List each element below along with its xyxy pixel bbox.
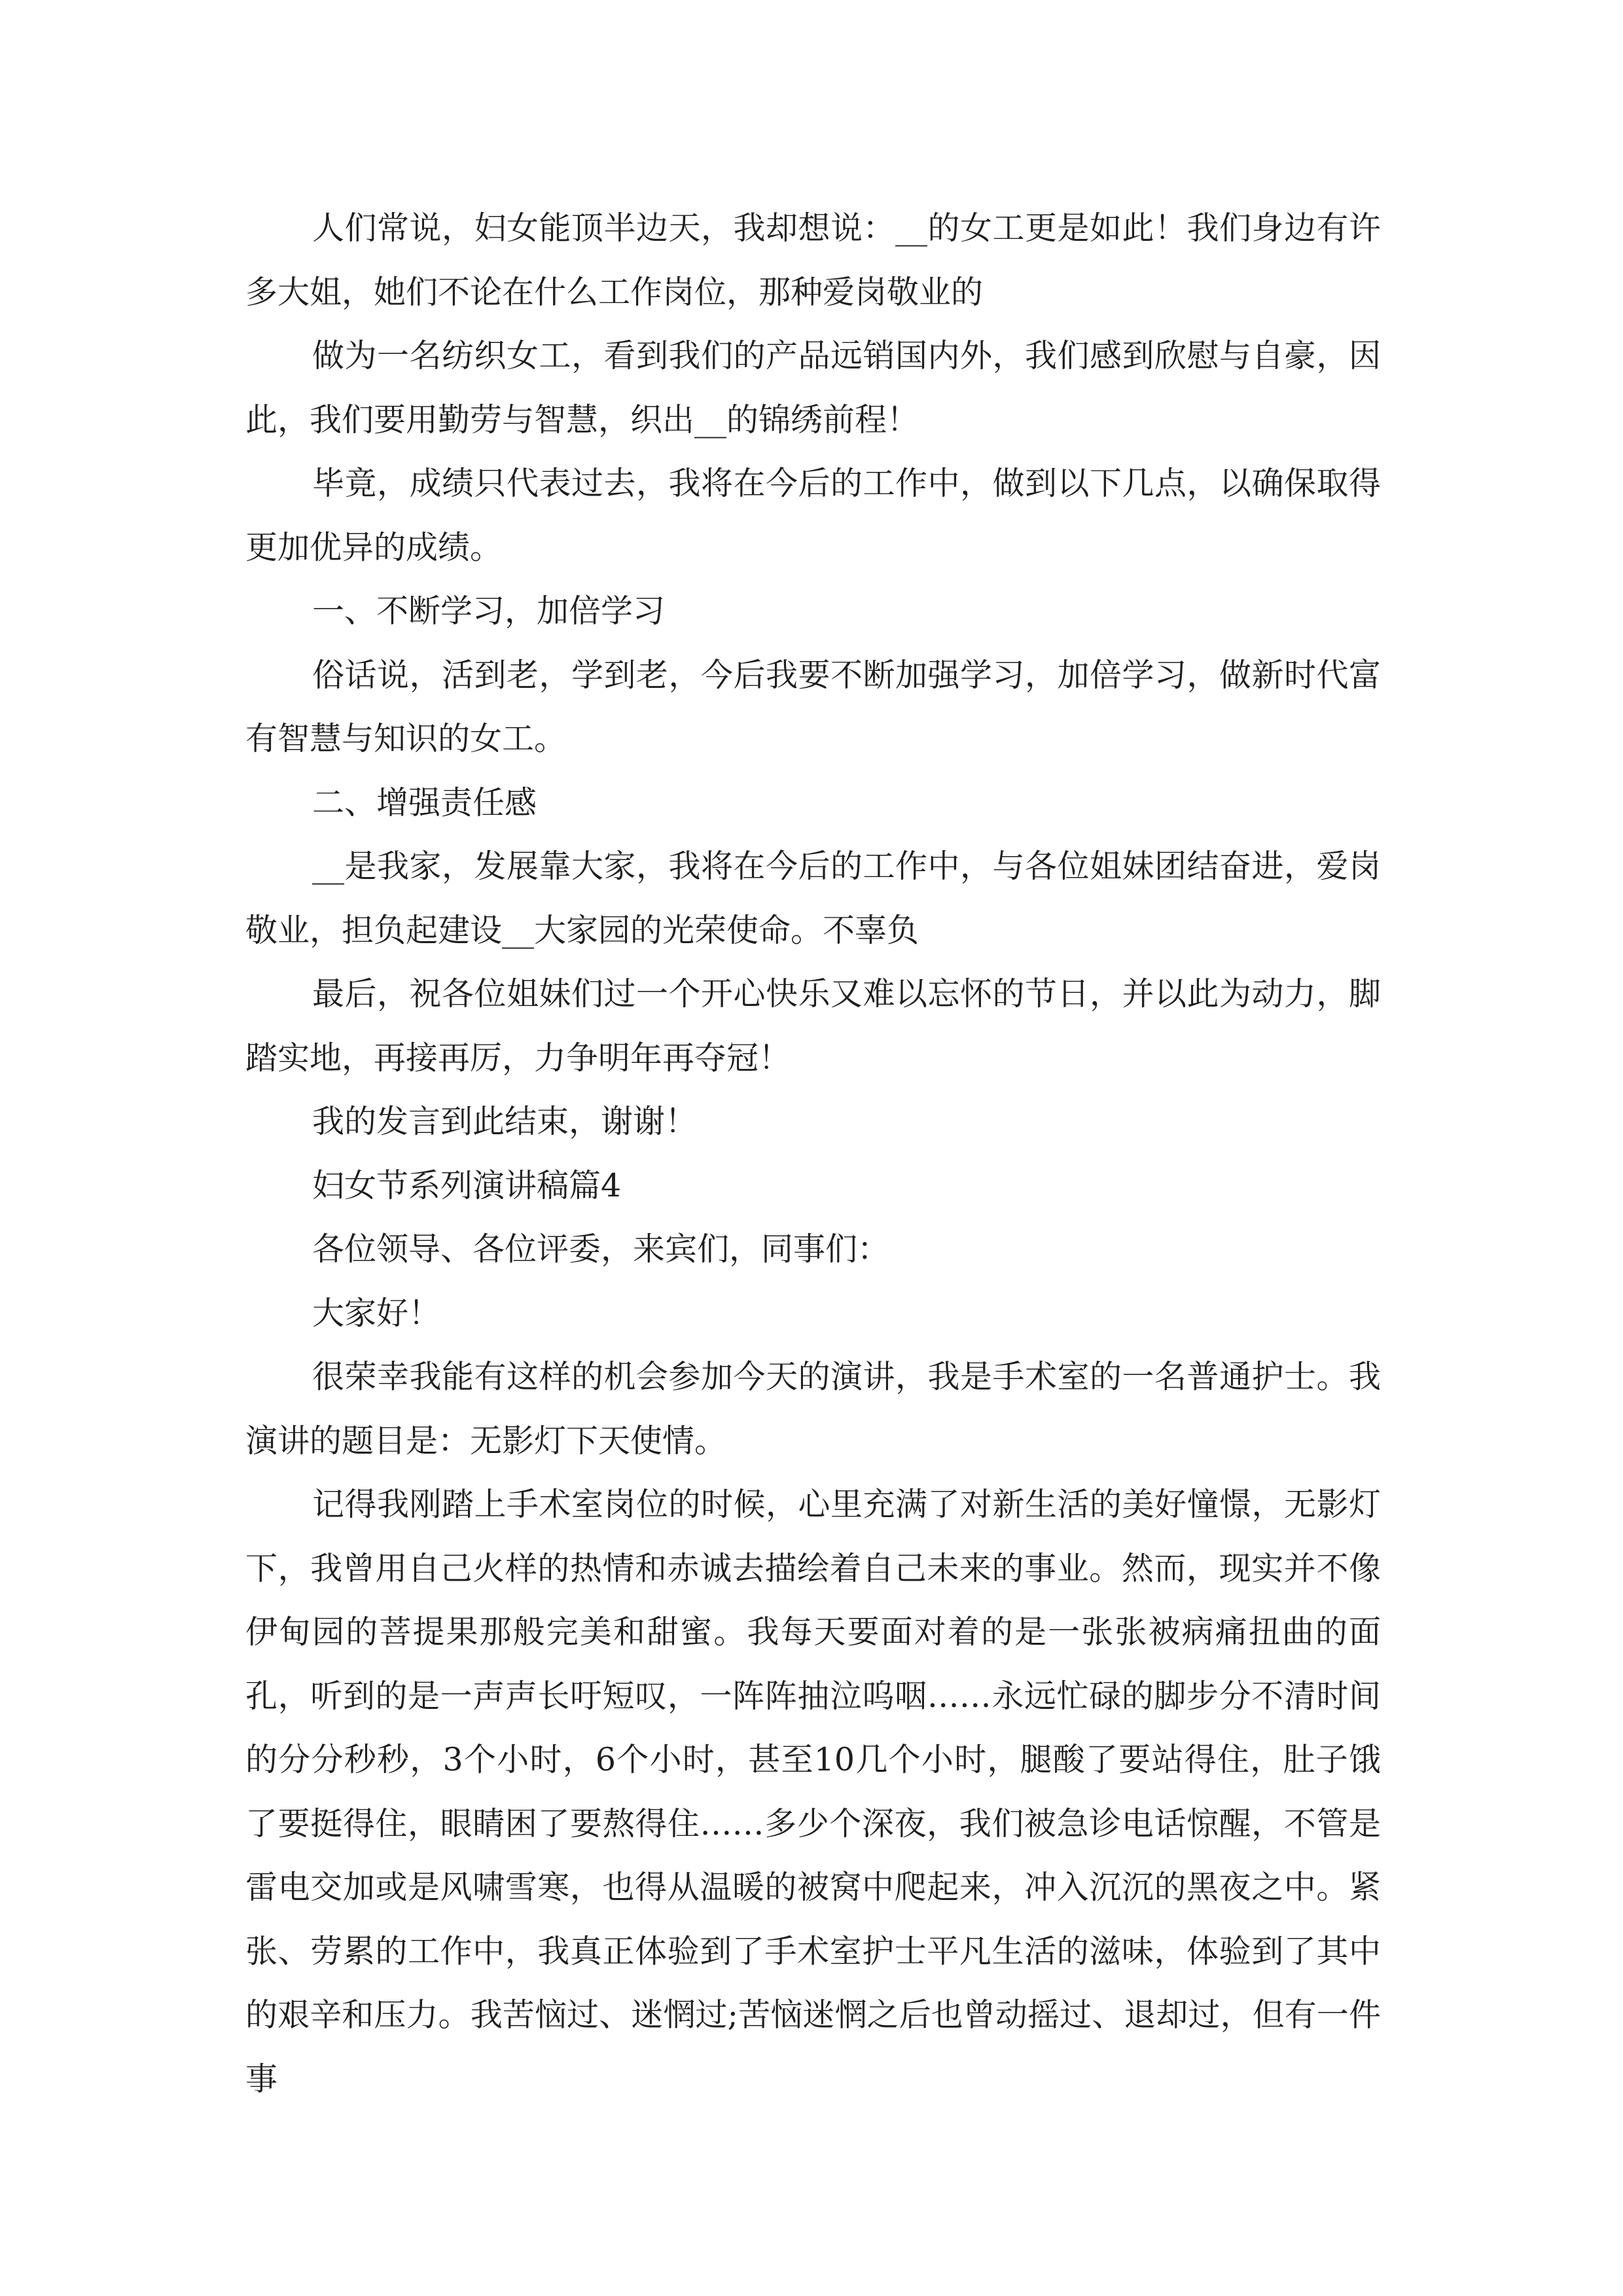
paragraph: 我的发言到此结束，谢谢！ (312, 1103, 698, 1140)
paragraph: 记得我刚踏上手术室岗位的时候，心里充满了对新生活的美好憧憬，无影灯下，我曾用自己火样的热情和赤诚去描绘着自己未来的事业。然而，现实并不像伊甸园的菩提果那般完美和甜蜜。我每天要面对着的是一张张被病痛扭曲的面孔，听到的是一声声长吁短叹，一阵阵抽泣呜咽……永远忙碌的脚步分不清时间的分分秒秒，3个小时，6个小时，甚至10几个小时，腿酸了要站得住，肚子饿了要挺得住，眼睛困了要熬得住……多少个深夜，我们被急诊电话惊醒，不管是雷电交加或是风啸雪寒，也得从温暖的被窝中爬起来，冲入沉沉的黑夜之中。紧张、劳累的工作中，我真正体验到了手术室护士平凡生活的滋味，体验到了其中的艰辛和压力。我苦恼过、迷惘过;苦恼迷惘之后也曾动摇过、退却过，但有一件事 (245, 1486, 1381, 2098)
paragraph: 做为一名纺织女工，看到我们的产品远销国内外，我们感到欣慰与自豪，因此，我们要用勤劳与智慧，织出__的锦绣前程！ (245, 337, 1381, 439)
section-heading: 二、增强责任感 (312, 783, 537, 821)
paragraph: 俗话说，活到老，学到老，今后我要不断加强学习，加倍学习，做新时代富有智慧与知识的女工。 (245, 656, 1381, 757)
greeting: 大家好！ (312, 1294, 441, 1332)
paragraph: __是我家，发展靠大家，我将在今后的工作中，与各位姐妹团结奋进，爱岗敬业，担负起建设__大家园的光荣使命。不辜负 (245, 848, 1381, 949)
paragraph: 最后，祝各位姐妹们过一个开心快乐又难以忘怀的节日，并以此为动力，脚踏实地，再接再厉，力争明年再夺冠！ (245, 975, 1381, 1077)
section-heading: 一、不断学习，加倍学习 (312, 592, 666, 630)
paragraph: 很荣幸我能有这样的机会参加今天的演讲，我是手术室的一名普通护士。我演讲的题目是：无影灯下天使情。 (245, 1358, 1381, 1460)
paragraph: 毕竟，成绩只代表过去，我将在今后的工作中，做到以下几点，以确保取得更加优异的成绩。 (245, 465, 1381, 566)
salutation: 各位领导、各位评委，来宾们，同事们： (312, 1230, 890, 1268)
article-title: 妇女节系列演讲稿篇4 (312, 1166, 622, 1204)
paragraph: 人们常说，妇女能顶半边天，我却想说：__的女工更是如此！我们身边有许多大姐，她们不论在什么工作岗位，那种爱岗敬业的 (245, 209, 1381, 311)
document-body (245, 196, 1381, 2111)
